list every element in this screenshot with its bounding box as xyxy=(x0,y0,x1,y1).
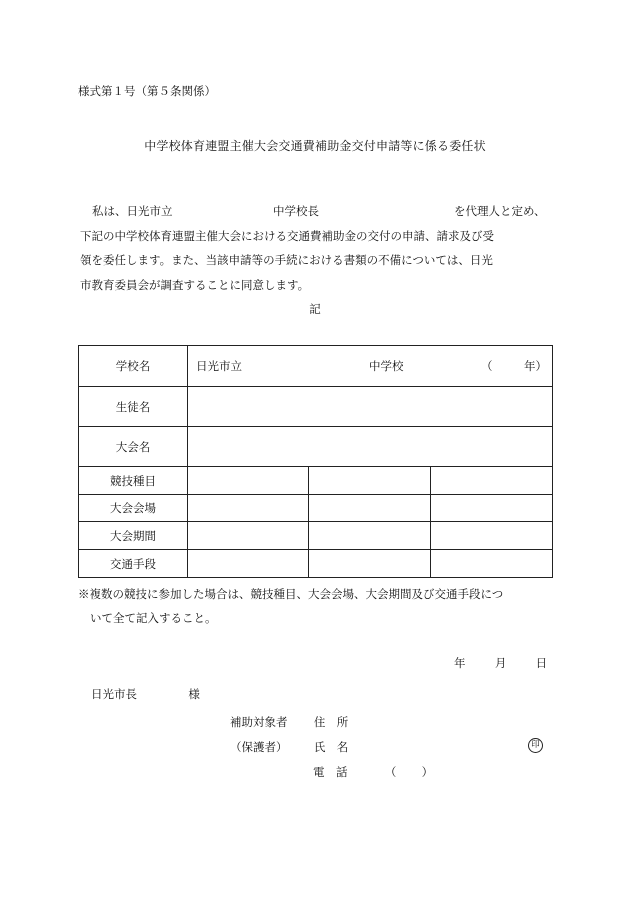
address-label: 住 所 xyxy=(313,715,349,729)
addressee xyxy=(91,686,200,702)
city-school-prefix: 私は、日光市立 xyxy=(92,204,173,218)
school-row xyxy=(79,346,553,387)
venue-field-3[interactable] xyxy=(431,495,553,522)
grade-open: （ xyxy=(481,359,493,373)
tournament-name-label: 大会名 xyxy=(79,427,188,467)
period-field-1[interactable] xyxy=(188,522,309,550)
day-label: 日 xyxy=(535,656,548,670)
venue-field-2[interactable] xyxy=(309,495,431,522)
student-name-label: 生徒名 xyxy=(79,387,188,427)
school-prefix: 日光市立 xyxy=(196,359,242,373)
transport-label: 交通手段 xyxy=(79,550,188,578)
event-field-2[interactable] xyxy=(309,467,431,495)
tournament-name-field[interactable] xyxy=(188,427,553,467)
period-field-3[interactable] xyxy=(431,522,553,550)
school-name-field[interactable] xyxy=(188,346,553,387)
document-title: 中学校体育連盟主催大会交通費補助金交付申請等に係る委任状 xyxy=(144,139,486,153)
seal-mark: 印 xyxy=(528,738,543,753)
principal-label: 中学校長 xyxy=(273,204,319,218)
transport-row xyxy=(79,550,553,578)
paragraph-line-3: 領を委任します。また、当該申請等の手続における書類の不備については、日光 xyxy=(80,253,493,267)
event-field-3[interactable] xyxy=(431,467,553,495)
note-line-2: いて全て記入すること。 xyxy=(90,611,217,625)
guardian-label: （保護者） xyxy=(230,740,288,754)
applicant-line xyxy=(230,714,348,730)
student-row xyxy=(79,387,553,427)
transport-field-2[interactable] xyxy=(309,550,431,578)
venue-field-1[interactable] xyxy=(188,495,309,522)
school-suffix: 中学校 xyxy=(369,359,404,373)
phone-label: 電 話 xyxy=(313,765,348,779)
transport-field-1[interactable] xyxy=(188,550,309,578)
period-label: 大会期間 xyxy=(79,522,188,550)
form-number: 様式第１号（第５条関係） xyxy=(78,84,216,98)
ki-heading: 記 xyxy=(309,302,321,316)
tournament-row xyxy=(79,427,553,467)
note xyxy=(78,582,503,630)
event-label: 競技種目 xyxy=(79,467,188,495)
phone-close: ） xyxy=(421,765,434,779)
agent-clause: を代理人と定め、 xyxy=(454,204,546,218)
grade-close: 年） xyxy=(524,359,547,373)
sama-label: 様 xyxy=(188,687,200,701)
paragraph-line-2: 下記の中学校体育連盟主催大会における交通費補助金の交付の申請、請求及び受 xyxy=(80,228,494,243)
student-name-field[interactable] xyxy=(188,387,553,427)
transport-field-3[interactable] xyxy=(431,550,553,578)
application-table xyxy=(78,345,553,578)
date-line xyxy=(454,655,547,671)
note-line-1: ※複数の競技に参加した場合は、競技種目、大会会場、大会期間及び交通手段につ xyxy=(78,587,504,601)
paragraph-line-4: 市教育委員会が調査することに同意します。 xyxy=(80,277,310,292)
venue-label: 大会会場 xyxy=(79,495,188,522)
year-label: 年 xyxy=(454,656,466,670)
venue-row xyxy=(79,495,553,522)
event-field-1[interactable] xyxy=(188,467,309,495)
event-row xyxy=(79,467,553,495)
applicant-label: 補助対象者 xyxy=(230,715,288,729)
guardian-line xyxy=(230,739,348,755)
phone-line xyxy=(313,764,433,780)
period-row xyxy=(79,522,553,550)
mayor-label: 日光市長 xyxy=(91,687,137,701)
phone-open: （ xyxy=(384,765,397,779)
month-label: 月 xyxy=(494,656,507,670)
name-label: 氏 名 xyxy=(313,740,349,754)
paragraph-line-1 xyxy=(80,199,560,224)
period-field-2[interactable] xyxy=(309,522,431,550)
delegation-paragraph xyxy=(80,199,560,297)
school-name-label: 学校名 xyxy=(79,346,188,387)
